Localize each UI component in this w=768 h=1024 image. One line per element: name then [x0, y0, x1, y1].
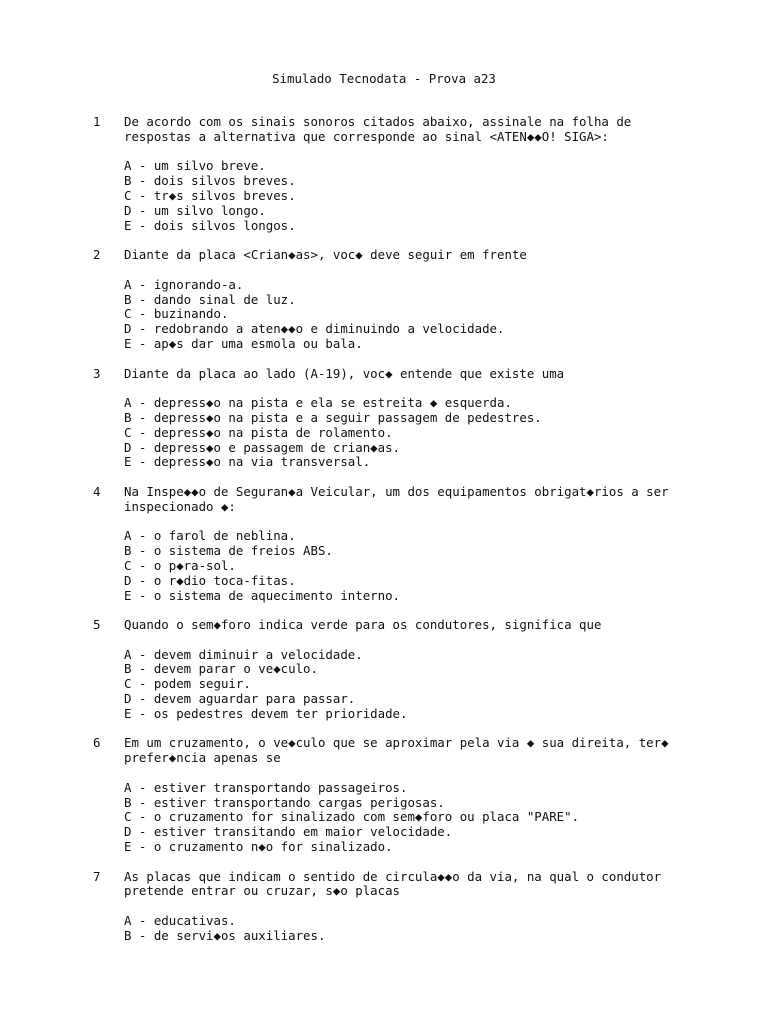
- option-d: D - um silvo longo.: [124, 202, 266, 218]
- option-a: A - educativas.: [124, 913, 236, 929]
- option-c: C - depress◆o na pista de rolamento.: [124, 424, 393, 440]
- option-d: D - o r◆dio toca-fitas.: [124, 572, 296, 588]
- question-body: [124, 736, 753, 854]
- option-c: C - tr◆s silvos breves.: [124, 187, 296, 203]
- option-b: B - devem parar o ve◆culo.: [124, 661, 318, 677]
- question-body: [124, 115, 753, 233]
- option-list: [124, 781, 753, 855]
- option-list: [124, 278, 753, 352]
- question-body: [124, 367, 753, 471]
- question-1: [93, 115, 753, 233]
- question-body: [124, 618, 753, 722]
- option-a: A - depress◆o na pista e ela se estreita ◆ esquerda.: [124, 395, 512, 411]
- question-stem-line: Em um cruzamento, o ve◆culo que se aproximar pela via ◆ sua direita, ter◆: [124, 735, 669, 751]
- option-list: [124, 529, 753, 603]
- question-number: 3: [93, 365, 101, 381]
- option-d: D - devem aguardar para passar.: [124, 691, 356, 707]
- option-b: B - de servi◆os auxiliares.: [124, 927, 326, 943]
- question-stem-line: prefer◆ncia apenas se: [124, 750, 281, 766]
- question-stem-line: Diante da placa ao lado (A-19), voc◆ entende que existe uma: [124, 365, 565, 381]
- question-body: [124, 248, 753, 352]
- option-c: C - podem seguir.: [124, 676, 251, 692]
- question-3: [93, 367, 753, 471]
- question-6: [93, 736, 753, 854]
- question-stem-line: pretende entrar ou cruzar, s◆o placas: [124, 883, 401, 899]
- question-number: 6: [93, 735, 101, 751]
- option-list: [124, 914, 753, 944]
- question-number: 2: [93, 247, 101, 263]
- question-list: [93, 115, 753, 958]
- option-a: A - devem diminuir a velocidade.: [124, 646, 363, 662]
- question-stem-line: Diante da placa <Crian◆as>, voc◆ deve seguir em frente: [124, 247, 527, 263]
- question-stem-line: Na Inspe◆◆o de Seguran◆a Veicular, um dos equipamentos obrigat◆rios a ser: [124, 483, 669, 499]
- option-c: C - o cruzamento for sinalizado com sem◆foro ou placa "PARE".: [124, 809, 580, 825]
- option-b: B - dois silvos breves.: [124, 173, 296, 189]
- question-stem-line: De acordo com os sinais sonoros citados abaixo, assinale na folha de: [124, 114, 632, 129]
- question-2: [93, 248, 753, 352]
- option-a: A - estiver transportando passageiros.: [124, 779, 408, 795]
- option-b: B - estiver transportando cargas perigosas.: [124, 794, 445, 810]
- option-d: D - redobrando a aten◆◆o e diminuindo a velocidade.: [124, 321, 505, 337]
- question-stem-line: respostas a alternativa que corresponde ao sinal <ATEN◆◆O! SIGA>:: [124, 128, 609, 144]
- option-c: C - o p◆ra-sol.: [124, 557, 236, 573]
- question-number: 4: [93, 483, 101, 499]
- question-stem-line: Quando o sem◆foro indica verde para os condutores, significa que: [124, 617, 602, 633]
- document-title: Simulado Tecnodata - Prova a23: [272, 71, 496, 86]
- option-e: E - o cruzamento n◆o for sinalizado.: [124, 839, 393, 855]
- option-a: A - ignorando-a.: [124, 276, 244, 292]
- option-e: E - os pedestres devem ter prioridade.: [124, 705, 408, 721]
- option-d: D - estiver transitando em maior velocidade.: [124, 824, 453, 840]
- question-stem-line: As placas que indicam o sentido de circula◆◆o da via, na qual o condutor: [124, 868, 662, 884]
- option-list: [124, 396, 753, 470]
- question-number: 1: [93, 114, 101, 129]
- question-number: 7: [93, 868, 101, 884]
- option-e: E - ap◆s dar uma esmola ou bala.: [124, 335, 363, 351]
- option-d: D - depress◆o e passagem de crian◆as.: [124, 439, 401, 455]
- question-5: [93, 618, 753, 722]
- option-e: E - depress◆o na via transversal.: [124, 454, 371, 470]
- question-body: [124, 485, 753, 603]
- option-e: E - o sistema de aquecimento interno.: [124, 587, 401, 603]
- question-number: 5: [93, 617, 101, 633]
- option-list: [124, 648, 753, 722]
- option-b: B - depress◆o na pista e a seguir passagem de pedestres.: [124, 409, 542, 425]
- option-a: A - o farol de neblina.: [124, 528, 296, 544]
- option-c: C - buzinando.: [124, 306, 229, 322]
- question-4: [93, 485, 753, 603]
- question-7: [93, 870, 753, 944]
- option-b: B - o sistema de freios ABS.: [124, 543, 333, 559]
- option-a: A - um silvo breve.: [124, 158, 266, 174]
- option-list: [124, 159, 753, 233]
- option-b: B - dando sinal de luz.: [124, 291, 296, 307]
- question-stem-line: inspecionado ◆:: [124, 498, 236, 514]
- option-e: E - dois silvos longos.: [124, 217, 296, 233]
- question-body: [124, 870, 753, 944]
